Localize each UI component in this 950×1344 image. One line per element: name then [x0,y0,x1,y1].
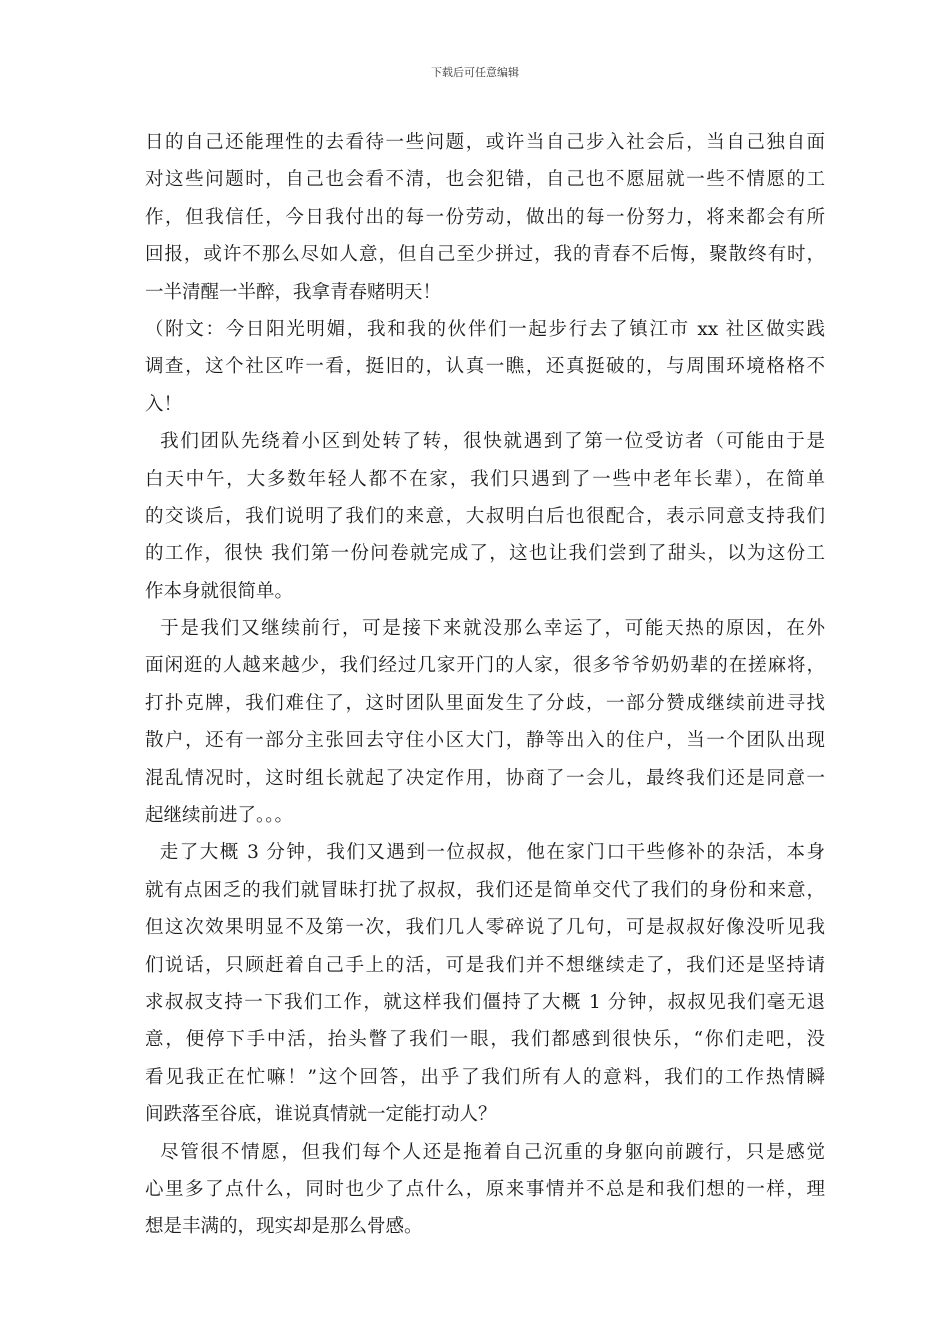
text-line: （附文：今日阳光明媚，我和我的伙伴们一起步行去了镇江市 xx 社区做实践 [145,318,825,340]
text-line: 但这次效果明显不及第一次，我们几人零碎说了几句，可是叔叔好像没听见我 [145,917,825,939]
text-line: 作本身就很简单。 [145,580,294,602]
text-line: 一半清醒一半醉，我拿青春赌明天！ [145,281,442,303]
text-line: 的工作，很快 我们第一份问卷就完成了，这也让我们尝到了甜头，以为这份工 [145,543,825,565]
text-line: 作，但我信任，今日我付出的每一份劳动，做出的每一份努力，将来都会有所 [145,206,825,228]
text-line: 回报，或许不那么尽如人意，但自己至少拼过，我的青春不后悔，聚散终有时， [145,244,825,266]
text-line: 我们团队先绕着小区到处转了转，很快就遇到了第一位受访者（可能由于是 [145,431,825,453]
text-line: 混乱情况时，这时组长就起了决定作用，协商了一会儿，最终我们还是同意一 [145,767,825,789]
text-line: 心里多了点什么，同时也少了点什么，原来事情并不总是和我们想的一样，理 [145,1178,825,1200]
body-text [145,124,825,1246]
text-line: 想是丰满的，现实却是那么骨感。 [145,1216,423,1238]
text-line: 入！ [145,393,183,415]
text-line: 们说话，只顾赶着自己手上的活，可是我们并不想继续走了，我们还是坚持请 [145,954,825,976]
text-line: 走了大概 3 分钟，我们又遇到一位叔叔，他在家门口干些修补的杂活，本身 [145,842,825,864]
text-line: 尽管很不情愿，但我们每个人还是拖着自己沉重的身躯向前踱行，只是感觉 [145,1141,825,1163]
text-line: 对这些问题时，自己也会看不清，也会犯错，自己也不愿屈就一些不情愿的工 [145,169,825,191]
text-line: 白天中午，大多数年轻人都不在家，我们只遇到了一些中老年长辈），在简单 [145,468,825,490]
text-line: 起继续前进了。。。 [145,805,294,827]
text-line: 调查，这个社区咋一看，挺旧的，认真一瞧，还真挺破的，与周围环境格格不 [145,356,825,378]
text-line: 打扑克牌，我们难住了，这时团队里面发生了分歧，一部分赞成继续前进寻找 [145,692,825,714]
page-header: 下载后可任意编辑 [431,66,519,79]
text-line: 于是我们又继续前行，可是接下来就没那么幸运了，可能天热的原因，在外 [145,618,825,640]
text-line: 面闲逛的人越来越少，我们经过几家开门的人家，很多爷爷奶奶辈的在搓麻将， [145,655,825,677]
text-line: 意，便停下手中活，抬头瞥了我们一眼，我们都感到很快乐，“你们走吧，没 [145,1029,825,1051]
text-line: 散户，还有一部分主张回去守住小区大门，静等出入的住户，当一个团队出现 [145,730,825,752]
text-line: 看见我正在忙嘛！”这个回答，出乎了我们所有人的意料，我们的工作热情瞬 [145,1066,825,1088]
text-line: 就有点困乏的我们就冒昧打扰了叔叔，我们还是简单交代了我们的身份和来意， [145,879,825,901]
text-line: 的交谈后，我们说明了我们的来意，大叔明白后也很配合，表示同意支持我们 [145,505,825,527]
text-line: 求叔叔支持一下我们工作，就这样我们僵持了大概 1 分钟，叔叔见我们毫无退 [145,991,825,1013]
text-line: 日的自己还能理性的去看待一些问题，或许当自己步入社会后，当自己独自面 [145,132,825,153]
text-line: 间跌落至谷底，谁说真情就一定能打动人？ [145,1104,497,1126]
